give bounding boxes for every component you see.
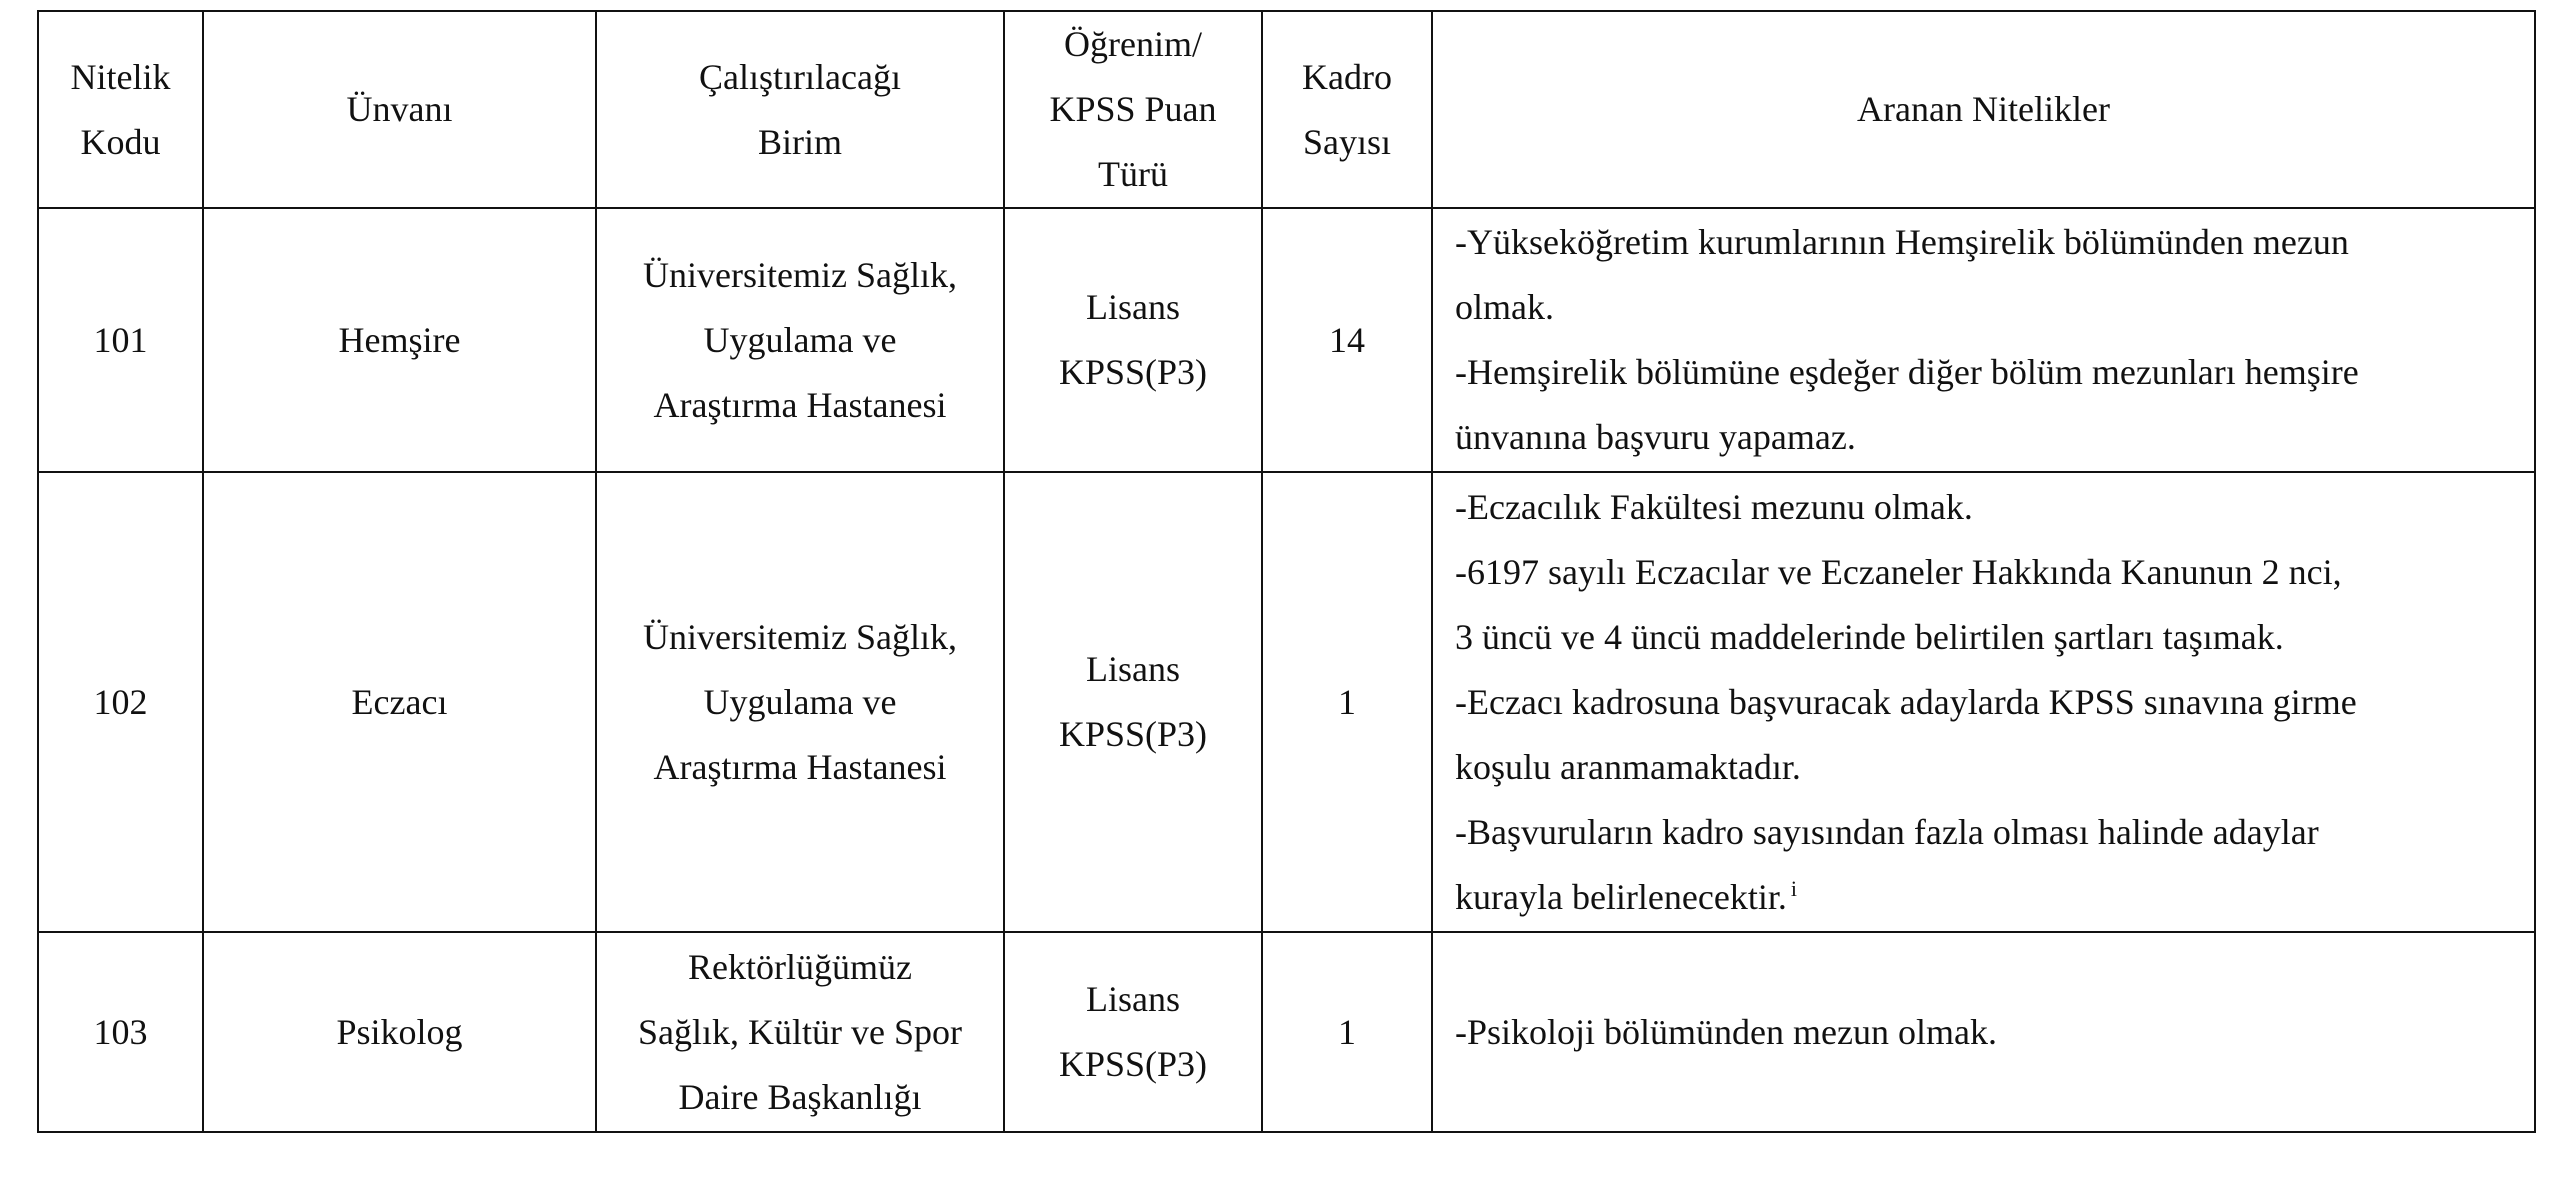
header-score-type: Öğrenim/ KPSS Puan Türü	[1004, 11, 1262, 208]
cell-score-type: Lisans KPSS(P3)	[1004, 472, 1262, 932]
cell-requirements: -Eczacılık Fakültesi mezunu olmak. -6197 sayılı Eczacılar ve Eczaneler Hakkında Kanunun 2 nci, 3 üncü ve 4 üncü maddelerinde belirtilen şartları taşımak. -Eczacı kadrosuna başvuracak adaylarda KPSS sınavına girme koşulu aranmamaktadır. -Başvuruların kadro sayısından fazla olması halinde adaylar kurayla belirlenecektir. $^i$	[1432, 472, 2535, 932]
header-requirements: Aranan Nitelikler	[1432, 11, 2535, 208]
table-row	[38, 208, 2535, 472]
footnote-marker[interactable]: i	[1790, 875, 1797, 901]
header-unit: Çalıştırılacağı Birim	[596, 11, 1004, 208]
table-row	[38, 932, 2535, 1132]
cell-score-type: Lisans KPSS(P3)	[1004, 932, 1262, 1132]
header-title: Ünvanı	[203, 11, 596, 208]
cell-requirements: -Yükseköğretim kurumlarının Hemşirelik bölümünden mezun olmak. -Hemşirelik bölümüne eşdeğer diğer bölüm mezunları hemşire ünvanına başvuru yapamaz.	[1432, 208, 2535, 472]
header-count: Kadro Sayısı	[1262, 11, 1432, 208]
cell-count: 1	[1262, 932, 1432, 1132]
staff-positions-table	[37, 10, 2536, 1133]
cell-count: 1	[1262, 472, 1432, 932]
cell-unit: Rektörlüğümüz Sağlık, Kültür ve Spor Daire Başkanlığı	[596, 932, 1004, 1132]
cell-title: Psikolog	[203, 932, 596, 1132]
table-row	[38, 472, 2535, 932]
cell-unit: Üniversitemiz Sağlık, Uygulama ve Araştırma Hastanesi	[596, 208, 1004, 472]
cell-code: 101	[38, 208, 203, 472]
cell-count: 14	[1262, 208, 1432, 472]
cell-requirements: -Psikoloji bölümünden mezun olmak.	[1432, 932, 2535, 1132]
cell-unit: Üniversitemiz Sağlık, Uygulama ve Araştırma Hastanesi	[596, 472, 1004, 932]
cell-title: Eczacı	[203, 472, 596, 932]
cell-score-type: Lisans KPSS(P3)	[1004, 208, 1262, 472]
cell-title: Hemşire	[203, 208, 596, 472]
header-code: Nitelik Kodu	[38, 11, 203, 208]
cell-code: 103	[38, 932, 203, 1132]
cell-code: 102	[38, 472, 203, 932]
header-row	[38, 11, 2535, 208]
